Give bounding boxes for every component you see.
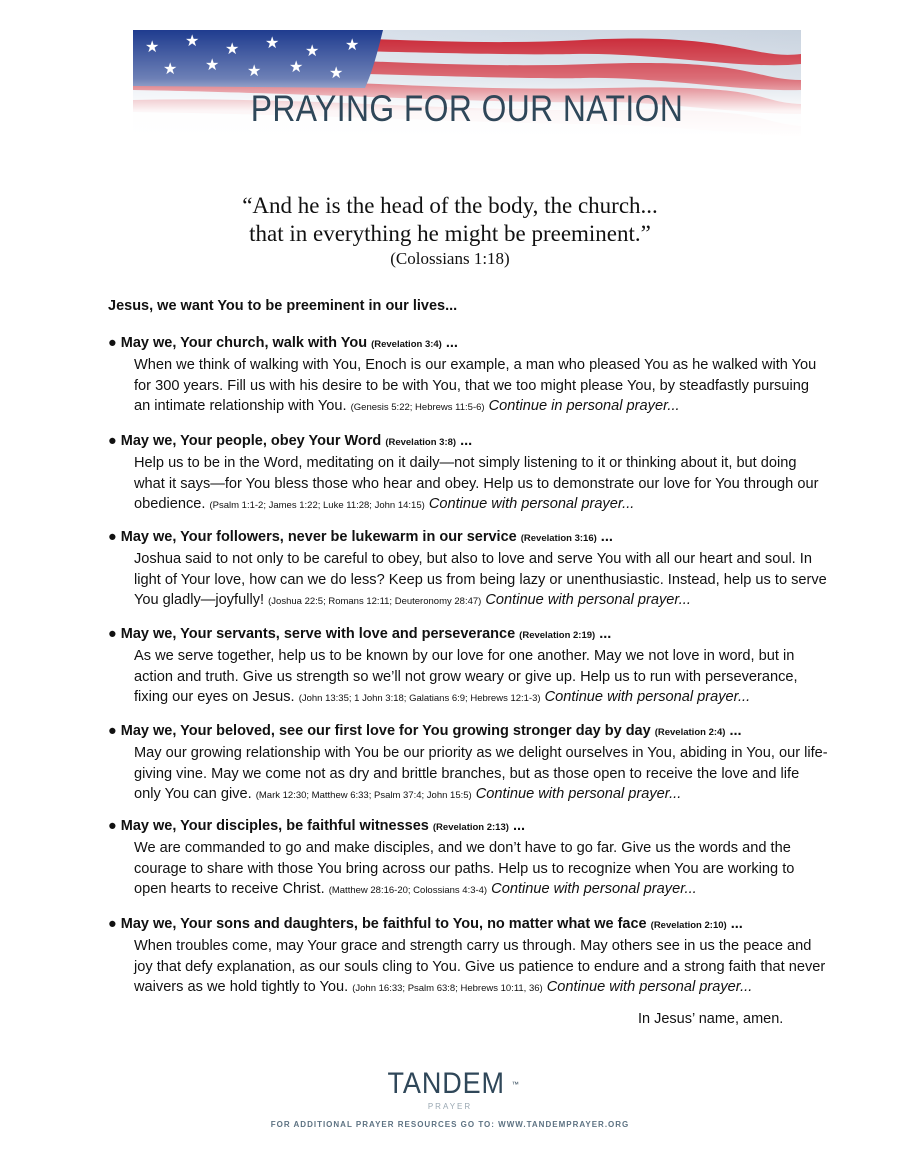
heading-reference: (Revelation 2:10) (650, 920, 727, 931)
petition-heading: ● May we, Your followers, never be lukewarm in our service (Revelation 3:16) ... (108, 529, 613, 545)
heading-reference: (Revelation 2:4) (654, 727, 726, 738)
closing-prompt: Continue in personal prayer... (488, 398, 680, 414)
body-references: (Joshua 22:5; Romans 12:11; Deuteronomy 28:47) (268, 596, 482, 607)
scripture-verse (0, 192, 900, 270)
petition-heading: ● May we, Your servants, serve with love and perseverance (Revelation 2:19) ... (108, 626, 612, 642)
logo-subtitle: PRAYER (427, 1102, 473, 1111)
heading-reference: (Revelation 3:4) (371, 339, 442, 350)
petition-heading: ● May we, Your beloved, see our first love for You growing stronger day by day (Revelation 2:4) ... (108, 723, 742, 739)
bullet-icon: ● (108, 529, 117, 545)
closing-amen: In Jesus’ name, amen. (638, 1011, 784, 1027)
heading-reference: (Revelation 3:8) (385, 437, 457, 448)
body-references: (Mark 12:30; Matthew 6:33; Psalm 37:4; John 15:5) (255, 790, 472, 801)
heading-reference: (Revelation 2:13) (432, 822, 509, 833)
closing-prompt: Continue with personal prayer... (428, 496, 635, 512)
petition-heading: ● May we, Your people, obey Your Word (Revelation 3:8) ... (108, 433, 473, 449)
bullet-icon: ● (108, 818, 117, 834)
petition-body: We are commanded to go and make disciples, and we don’t have to go far. Give us the words and the courage to share with those You bring across our paths. Help us to recognize when You are working to open hearts to receive Christ. (Matthew 28:16-20; Colossians 4:3-4) Continue with personal prayer... (134, 840, 795, 897)
petition-item (108, 816, 828, 902)
footer-resources-link[interactable]: FOR ADDITIONAL PRAYER RESOURCES GO TO: WWW.TANDEMPRAYER.ORG (270, 1120, 630, 1129)
verse-line-1: “And he is the head of the body, the church... (242, 193, 658, 218)
petition-body: Help us to be in the Word, meditating on it daily—not simply listening to it or thinking about it, but doing what it says—for You bless those who hear and obey. Help us to demonstrate our love for You through our obedience. (Psalm 1:1-2; James 1:22; Luke 11:28; John 14:15) Continue with personal prayer... (134, 455, 819, 512)
petition-item (108, 431, 828, 517)
petition-heading: ● May we, Your church, walk with You (Revelation 3:4) ... (108, 335, 458, 351)
petition-item (108, 914, 828, 1000)
petition-item (108, 721, 828, 807)
body-references: (Matthew 28:16-20; Colossians 4:3-4) (328, 885, 488, 896)
body-references: (John 13:35; 1 John 3:18; Galatians 6:9; Hebrews 12:1-3) (298, 693, 541, 704)
bullet-icon: ● (108, 916, 117, 932)
closing-prompt: Continue with personal prayer... (475, 786, 682, 802)
petition-item (108, 624, 828, 710)
petition-item (108, 333, 828, 419)
closing-prompt: Continue with personal prayer... (546, 979, 753, 995)
petition-body: May our growing relationship with You be our priority as we delight ourselves in You, abiding in You, our life-giving vine. May we come not as dry and brittle branches, but as those open to receive the love and life only You can give. (Mark 12:30; Matthew 6:33; Psalm 37:4; John 15:5) Continue with personal prayer... (134, 745, 828, 802)
body-references: (John 16:33; Psalm 63:8; Hebrews 10:11, 36) (352, 983, 543, 994)
petition-body: As we serve together, help us to be known by our love for one another. May we not love in word, but in action and truth. Give us strength so we’ll not grow weary or give up. Help us to run with perseverance, fixing our eyes on Jesus. (John 13:35; 1 John 3:18; Galatians 6:9; Hebrews 12:1-3) Continue with personal prayer... (134, 648, 798, 705)
petition-item (108, 527, 828, 613)
closing-prompt: Continue with personal prayer... (491, 881, 697, 897)
banner-title: PRAYING FOR OUR NATION (250, 88, 684, 129)
flag-banner (133, 30, 801, 138)
verse-line-2: that in everything he might be preeminent.” (249, 221, 651, 246)
petition-heading: ● May we, Your disciples, be faithful witnesses (Revelation 2:13) ... (108, 818, 526, 834)
intro-line: Jesus, we want You to be preeminent in our lives... (108, 298, 458, 314)
petition-body: When we think of walking with You, Enoch is our example, a man who pleased You as he walked with You for 300 years. Fill us with his desire to be with You, that we too might please You, by steadfastly pursuing an intimate relationship with You. (Genesis 5:22; Hebrews 11:5-6) Continue in personal prayer... (134, 357, 817, 414)
verse-reference: (Colossians 1:18) (390, 249, 510, 268)
bullet-icon: ● (108, 626, 117, 642)
logo-wordmark: TANDEM (387, 1067, 506, 1100)
bullet-icon: ● (108, 335, 117, 351)
body-references: (Genesis 5:22; Hebrews 11:5-6) (350, 402, 485, 413)
petition-heading: ● May we, Your sons and daughters, be faithful to You, no matter what we face (Revelation 2:10) ... (108, 916, 743, 932)
body-references: (Psalm 1:1-2; James 1:22; Luke 11:28; John 14:15) (209, 500, 425, 511)
petition-body: Joshua said to not only to be careful to obey, but also to love and serve You with all our heart and soul. In light of Your love, how can we do less? Keep us from being lazy or unenthusiastic. Instead, help us to serve You gladly—joyfully! (Joshua 22:5; Romans 12:11; Deuteronomy 28:47) Continue with personal prayer... (134, 551, 827, 608)
bullet-icon: ● (108, 433, 117, 449)
closing-prompt: Continue with personal prayer... (544, 689, 751, 705)
tandem-logo (0, 1067, 900, 1101)
petition-body: When troubles come, may Your grace and strength carry us through. May others see in us the peace and joy that defy explanation, as our souls cling to You. Give us patience to endure and a strong faith that never waivers as we hold tightly to You. (John 16:33; Psalm 63:8; Hebrews 10:11, 36) Continue with personal prayer... (134, 938, 826, 995)
heading-reference: (Revelation 3:16) (520, 533, 597, 544)
heading-reference: (Revelation 2:19) (519, 630, 596, 641)
closing-prompt: Continue with personal prayer... (485, 592, 691, 608)
bullet-icon: ● (108, 723, 117, 739)
trademark-symbol: ™ (511, 1081, 519, 1089)
